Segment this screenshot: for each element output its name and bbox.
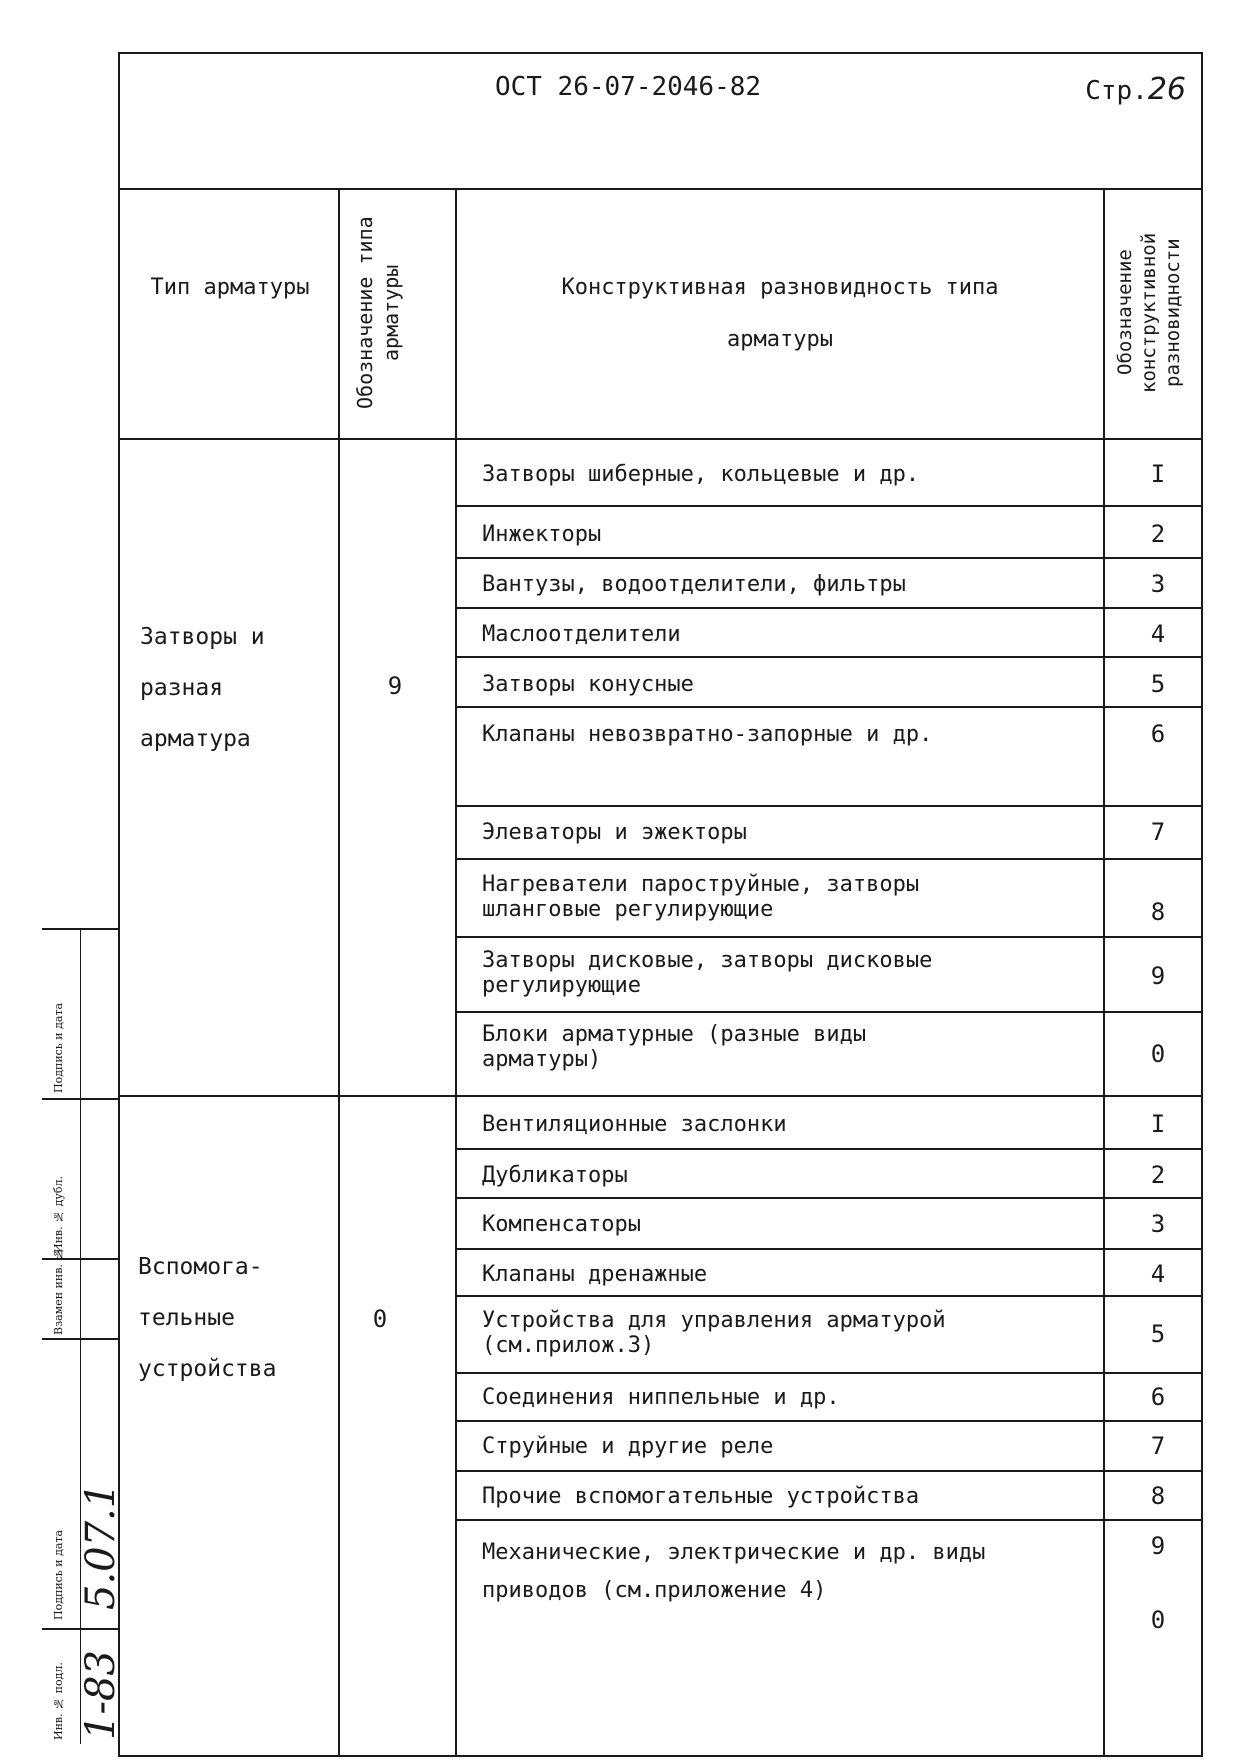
table-row-code: 4	[1150, 1260, 1166, 1288]
table-row-text: Соединения ниппельные и др.	[482, 1385, 840, 1410]
table-row-code: 2	[1150, 520, 1166, 548]
handwritten-date: 5.07.1	[78, 1482, 124, 1610]
table-row-code: 2	[1150, 1161, 1166, 1189]
table-row-text: Элеваторы и эжекторы	[482, 820, 747, 845]
stamp-label-sign-date-2: Подпись и дата	[52, 1002, 65, 1093]
stamp-label-replace-inv: Взамен инв. №	[52, 1247, 65, 1335]
column-header-type-code: Обозначение типа арматуры	[353, 216, 403, 409]
row-line	[455, 936, 1203, 938]
row-line	[455, 1148, 1203, 1150]
table-row-text: Дубликаторы	[482, 1163, 628, 1188]
column-header-divider	[118, 438, 1203, 440]
table-row-text: Компенсаторы	[482, 1212, 641, 1237]
header-divider	[118, 188, 1203, 190]
table-row-code: 9	[1150, 962, 1166, 990]
table-row-text: Нагреватели пароструйные, затворы шланговые регулирующие	[482, 872, 920, 922]
table-row-code: 9	[1150, 1532, 1166, 1560]
margin-stamp	[42, 928, 124, 1746]
document-code: ОСТ 26-07-2046-82	[494, 72, 762, 102]
row-line	[455, 858, 1203, 860]
table-row-text: Устройства для управления арматурой (см.прилож.3)	[482, 1308, 946, 1358]
table-row-code: 7	[1150, 1432, 1166, 1460]
table-row-code: I	[1150, 1110, 1166, 1138]
table-row-text: Вантузы, водоотделители, фильтры	[482, 572, 906, 597]
row-line	[455, 557, 1203, 559]
row-line	[455, 1470, 1203, 1472]
stamp-line	[42, 1098, 118, 1100]
col-divider-2	[455, 188, 457, 1757]
row-line	[455, 1248, 1203, 1250]
table-row-code: 4	[1150, 620, 1166, 648]
table-row-code: 5	[1150, 1320, 1166, 1348]
table-row-text: Вентиляционные заслонки	[482, 1112, 787, 1137]
table-row-code: 8	[1150, 898, 1166, 926]
table-row-code: 3	[1150, 570, 1166, 598]
group-2-type: Вспомога- тельные устройства	[138, 1254, 277, 1382]
stamp-label-inv-orig: Инв. № подл.	[52, 1662, 65, 1740]
table-row-text: Струйные и другие реле	[482, 1434, 774, 1459]
page-label: Стр.	[1085, 76, 1148, 106]
table-row-code: 6	[1150, 720, 1166, 748]
handwritten-inv-number: 1-83	[78, 1650, 124, 1740]
row-line	[455, 1420, 1203, 1422]
table-row-text: Клапаны дренажные	[482, 1262, 708, 1287]
table-row-text: Блоки арматурные (разные виды арматуры)	[482, 1022, 867, 1072]
table-row-text: Механические, электрические и др. виды приводов (см.приложение 4)	[482, 1540, 986, 1603]
table-row-text: Затворы шиберные, кольцевые и др.	[482, 462, 920, 487]
table-row-text: Инжекторы	[482, 522, 602, 547]
stamp-line	[42, 1338, 118, 1340]
group-1-code: 9	[387, 672, 403, 700]
column-header-type: Тип арматуры	[150, 275, 310, 300]
table-row-text: Затворы дисковые, затворы дисковые регулирующие	[482, 948, 933, 998]
stamp-label-sign-date-1: Подпись и дата	[52, 1529, 65, 1620]
table-row-text: Прочие вспомогательные устройства	[482, 1484, 920, 1509]
page-number: 26	[1147, 72, 1186, 107]
table-row-code: I	[1150, 460, 1166, 488]
row-line	[455, 1372, 1203, 1374]
row-line	[455, 505, 1203, 507]
row-line	[455, 607, 1203, 609]
table-row-code: 3	[1150, 1210, 1166, 1238]
row-line	[455, 1519, 1203, 1521]
page-number-block	[1085, 72, 1186, 107]
table-row-text: Маслоотделители	[482, 622, 681, 647]
group-divider	[118, 1095, 1203, 1097]
table-row-text: Клапаны невозвратно-запорные и др.	[482, 722, 933, 747]
group-1-type: Затворы и разная арматура	[140, 624, 265, 752]
table-row-code: 5	[1150, 670, 1166, 698]
group-2-code: 0	[372, 1305, 388, 1333]
row-line	[455, 1011, 1203, 1013]
col-divider-3	[1103, 188, 1105, 1757]
row-line	[455, 805, 1203, 807]
row-line	[455, 1295, 1203, 1297]
table-row-code: 0	[1150, 1040, 1166, 1068]
table-row-code: 0	[1150, 1606, 1166, 1634]
col-divider-1	[338, 188, 340, 1757]
column-header-variety-code: Обозначение конструктивной разновидности	[1114, 232, 1184, 393]
table-row-code: 8	[1150, 1482, 1166, 1510]
table-row-code: 6	[1150, 1383, 1166, 1411]
row-line	[455, 1197, 1203, 1199]
table-row-code: 7	[1150, 818, 1166, 846]
stamp-line	[42, 1628, 118, 1630]
row-line	[455, 706, 1203, 708]
stamp-label-inv-dup: Инв. № дубл.	[52, 1176, 65, 1253]
table-row-text: Затворы конусные	[482, 672, 694, 697]
column-header-variety: Конструктивная разновидность типа арматуры	[561, 275, 999, 352]
row-line	[455, 656, 1203, 658]
